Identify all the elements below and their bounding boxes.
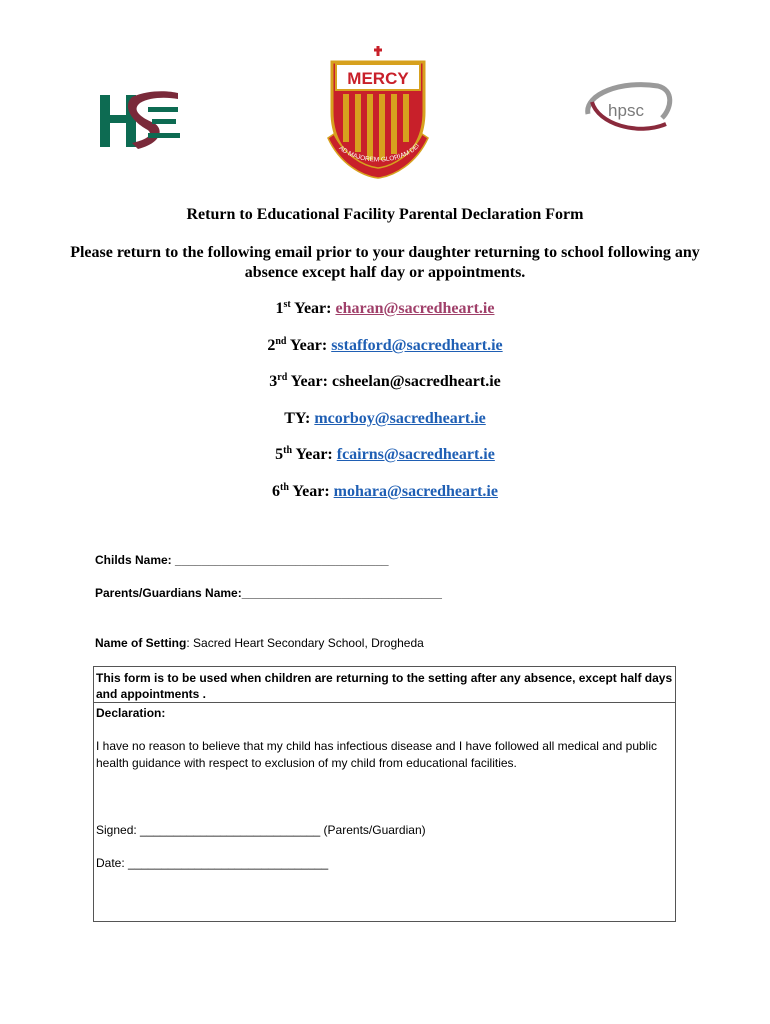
contact-line-1st-year: 1st Year: eharan@sacredheart.ie [275, 299, 495, 317]
declaration-box [93, 666, 676, 922]
email-link-ty[interactable]: mcorboy@sacredheart.ie [314, 410, 486, 427]
hse-logo [92, 85, 184, 155]
email-3rd-year: csheelan@sacredheart.ie [331, 373, 501, 390]
declaration-statement: I have no reason to believe that my child has infectious disease and I have followed all medical and public health guidance with respect to exclusion of my child from educational facilities. [96, 739, 658, 770]
setting-label: Name of Setting [95, 636, 187, 650]
return-instructions: Please return to the following email prior to your daughter returning to school following any absence except half day or appointments. [70, 244, 700, 281]
declaration-title: Declaration: [96, 706, 166, 720]
email-link-6th-year[interactable]: mohara@sacredheart.ie [333, 483, 498, 500]
contact-line-2nd-year: 2nd Year: sstafford@sacredheart.ie [267, 336, 503, 354]
mercy-crest-logo [318, 42, 438, 180]
parents-name-label: Parents/Guardians Name:______________________________ [95, 586, 442, 600]
parents-name-field[interactable] [95, 586, 442, 600]
email-link-5th-year[interactable]: fcairns@sacredheart.ie [336, 446, 495, 463]
form-title: Return to Educational Facility Parental Declaration Form [186, 206, 584, 223]
email-link-2nd-year[interactable]: sstafford@sacredheart.ie [331, 337, 503, 354]
contact-line-3rd-year: 3rd Year: csheelan@sacredheart.ie [269, 372, 501, 390]
email-link-1st-year[interactable]: eharan@sacredheart.ie [335, 300, 495, 317]
date-field[interactable]: Date: ______________________________ [96, 856, 329, 870]
signature-field[interactable]: Signed: ___________________________ (Parents/Guardian) [96, 823, 426, 837]
childs-name-field[interactable] [95, 553, 389, 567]
contact-line-5th-year: 5th Year: fcairns@sacredheart.ie [275, 445, 495, 463]
contact-line-ty: TY: mcorboy@sacredheart.ie [284, 410, 486, 427]
declaration-notice: This form is to be used when children are returning to the setting after any absence, except half days and appointments . [94, 667, 675, 703]
setting-name-field [95, 636, 424, 650]
hpsc-logo [582, 80, 674, 138]
setting-value: : Sacred Heart Secondary School, Drogheda [186, 636, 424, 650]
contact-line-6th-year: 6th Year: mohara@sacredheart.ie [272, 482, 498, 500]
mercy-crest-text: MERCY [347, 69, 409, 88]
hpsc-logo-text: hpsc [608, 101, 644, 120]
childs-name-label: Childs Name: ________________________________ [95, 553, 389, 567]
mercy-motto: AD MAJOREM GLORIAM DEI [337, 142, 422, 164]
